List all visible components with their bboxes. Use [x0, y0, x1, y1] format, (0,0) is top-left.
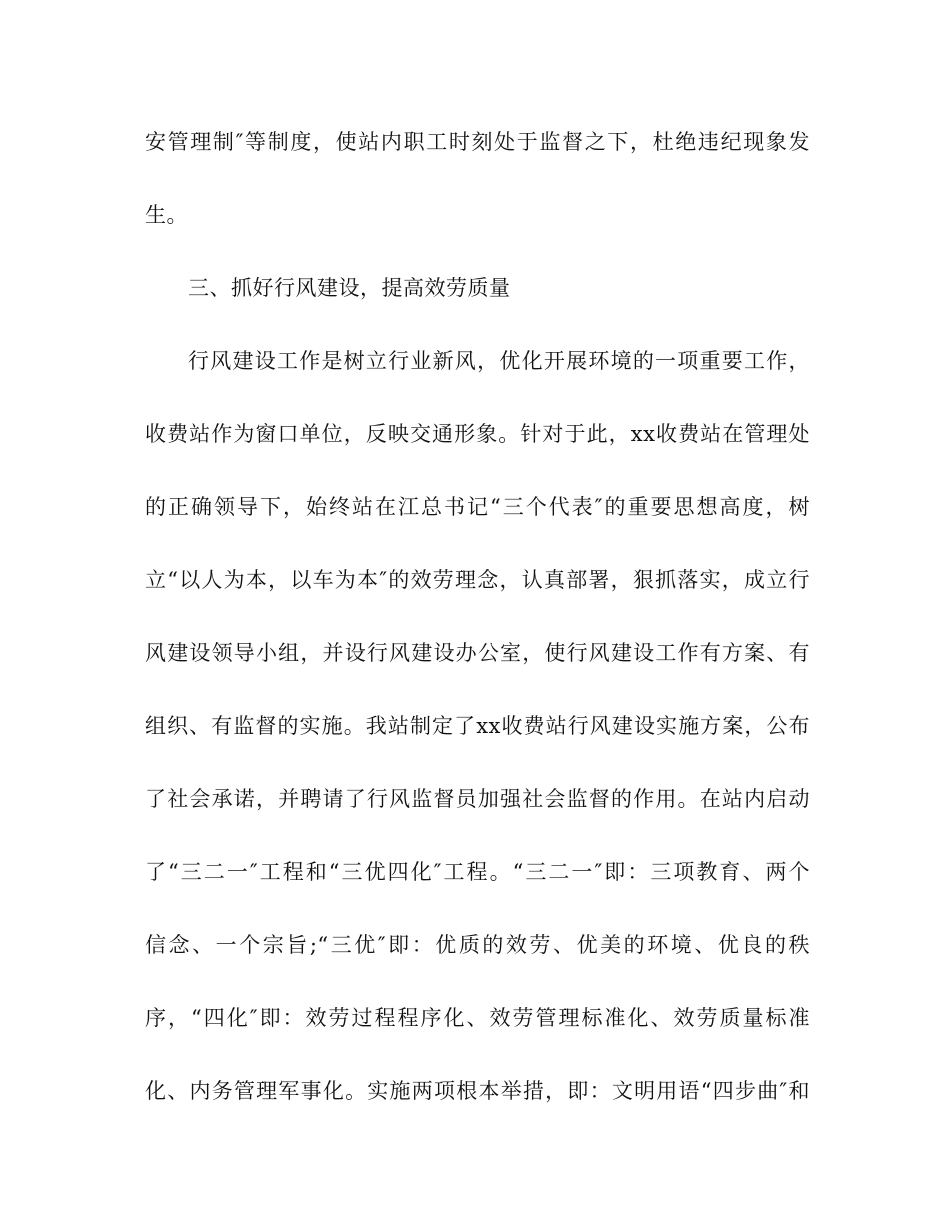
- text-line: 了“三二一″工程和“三优四化″工程。“三二一″即：三项教育、两个: [145, 860, 810, 884]
- text-line: 安管理制″等制度，使站内职工时刻处于监督之下，杜绝违纪现象发: [145, 130, 810, 154]
- text-line: 序，“四化″即：效劳过程程序化、效劳管理标准化、效劳质量标准: [145, 1006, 810, 1030]
- section-heading: 三、抓好行风建设，提高效劳质量: [188, 276, 511, 300]
- text-line: 立“以人为本，以车为本″的效劳理念，认真部署，狠抓落实，成立行: [145, 568, 810, 592]
- text-line: 信念、一个宗旨;“三优″即：优质的效劳、优美的环境、优良的秩: [145, 933, 810, 957]
- text-line: 风建设领导小组，并设行风建设办公室，使行风建设工作有方案、有: [145, 641, 810, 665]
- text-line: 收费站作为窗口单位，反映交通形象。针对于此，xx收费站在管理处: [145, 422, 810, 446]
- text-line: 生。: [145, 203, 188, 227]
- text-line: 化、内务管理军事化。实施两项根本举措，即：文明用语“四步曲″和: [145, 1079, 810, 1103]
- text-line: 了社会承诺，并聘请了行风监督员加强社会监督的作用。在站内启动: [145, 787, 810, 811]
- text-line: 组织、有监督的实施。我站制定了xx收费站行风建设实施方案，公布: [145, 714, 810, 738]
- text-line: 行风建设工作是树立行业新风，优化开展环境的一项重要工作，: [188, 349, 810, 373]
- text-line: 的正确领导下，始终站在江总书记“三个代表″的重要思想高度，树: [145, 495, 810, 519]
